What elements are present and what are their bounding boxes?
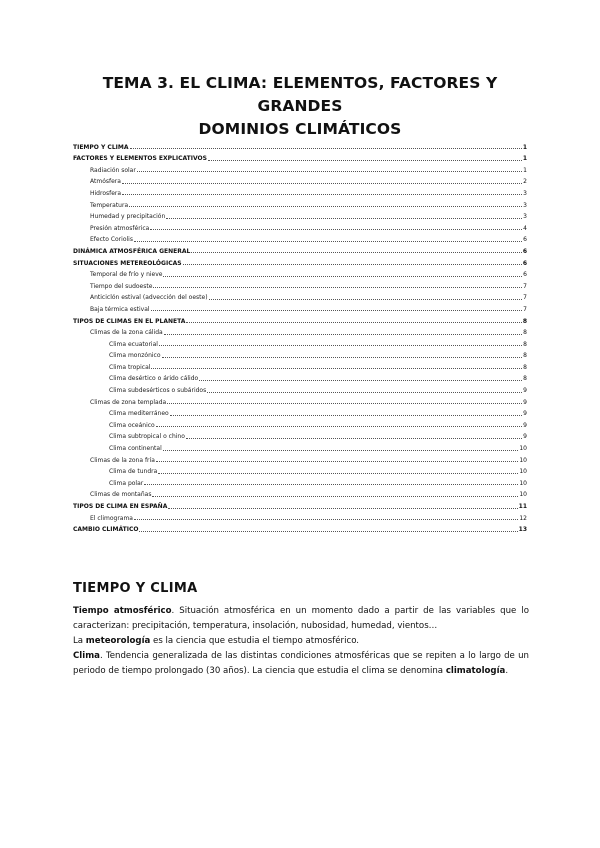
title-line-2: DOMINIOS CLIMÁTICOS — [198, 120, 402, 138]
toc-entry-page: 6 — [523, 271, 527, 279]
toc-entry-label: Presión atmosférica — [90, 224, 150, 232]
toc-entry-label: Hidrosfera — [90, 189, 122, 197]
toc-entry-label: Radiación solar — [90, 166, 136, 174]
toc-entry[interactable] — [73, 313, 527, 325]
toc-entry-label: Temperatura — [90, 201, 129, 209]
toc-leader-dots — [139, 531, 517, 532]
toc-entry-page: 10 — [519, 479, 527, 487]
toc-entry-label: El climograma — [90, 514, 133, 522]
toc-entry-page: 9 — [523, 387, 527, 395]
toc-entry-page: 8 — [523, 340, 527, 348]
toc-leader-dots — [122, 194, 522, 195]
toc-entry-page: 12 — [519, 514, 527, 522]
toc-entry-label: Clima de tundra — [109, 468, 158, 476]
toc-entry-page: 6 — [522, 259, 527, 267]
toc-entry-page: 10 — [519, 468, 527, 476]
toc-entry-label: Clima tropical — [109, 363, 151, 371]
toc-leader-dots — [186, 438, 522, 439]
text-fragment: La — [73, 636, 86, 646]
toc-entry-page: 3 — [523, 213, 527, 221]
toc-leader-dots — [163, 450, 519, 451]
toc-leader-dots — [158, 473, 518, 474]
toc-leader-dots — [122, 183, 522, 184]
toc-entry-page: 1 — [523, 166, 527, 174]
toc-entry[interactable] — [73, 174, 527, 186]
toc-entry[interactable] — [73, 301, 527, 313]
toc-entry[interactable] — [73, 197, 527, 209]
definition-text: . Tendencia generalizada de las distintas condiciones atmosféricas que se repiten a lo largo de un periodo de tiempo prolongado (30 años). La ciencia que estudia el clima se denomina — [73, 651, 529, 676]
toc-entry-page: 9 — [523, 410, 527, 418]
toc-entry[interactable] — [73, 290, 527, 302]
toc-entry-label: Tiempo del sudoeste — [90, 282, 153, 290]
toc-entry-page: 10 — [519, 445, 527, 453]
toc-entry[interactable] — [73, 267, 527, 279]
toc-entry-label: CAMBIO CLIMÁTICO — [73, 526, 139, 534]
toc-leader-dots — [164, 334, 522, 335]
toc-entry[interactable] — [73, 325, 527, 337]
toc-leader-dots — [152, 496, 518, 497]
term-clima: Clima — [73, 651, 100, 661]
toc-entry[interactable] — [73, 498, 527, 510]
toc-entry-page: 4 — [523, 224, 527, 232]
term-tiempo-atmosferico: Tiempo atmosférico — [73, 606, 172, 616]
toc-leader-dots — [183, 264, 522, 265]
toc-entry-label: DINÁMICA ATMOSFÉRICA GENERAL — [73, 247, 191, 255]
toc-entry-label: FACTORES Y ELEMENTOS EXPLICATIVOS — [73, 155, 207, 163]
toc-leader-dots — [186, 322, 521, 323]
toc-entry-page: 8 — [523, 363, 527, 371]
toc-entry-label: Clima subtropical o chino — [109, 433, 185, 441]
toc-leader-dots — [156, 426, 522, 427]
toc-entry[interactable] — [73, 522, 527, 534]
toc-leader-dots — [168, 508, 517, 509]
toc-entry-label: Anticiclón estival (advección del oeste) — [90, 294, 208, 302]
toc-entry-page: 3 — [523, 201, 527, 209]
toc-entry[interactable] — [73, 406, 527, 418]
toc-entry-page: 7 — [523, 305, 527, 313]
toc-leader-dots — [153, 287, 522, 288]
toc-entry-page: 9 — [523, 421, 527, 429]
toc-entry[interactable] — [73, 417, 527, 429]
table-of-contents — [73, 139, 527, 533]
toc-entry-label: Humedad y precipitación — [90, 213, 166, 221]
toc-entry-page: 8 — [523, 352, 527, 360]
toc-entry-page: 6 — [523, 236, 527, 244]
toc-entry-label: Clima mediterráneo — [109, 410, 169, 418]
toc-entry-page: 3 — [523, 189, 527, 197]
toc-entry-label: Efecto Coriolis — [90, 236, 133, 244]
toc-entry-page: 2 — [523, 178, 527, 186]
toc-leader-dots — [137, 171, 522, 172]
toc-leader-dots — [151, 310, 523, 311]
toc-entry-page: 10 — [519, 456, 527, 464]
paragraph-clima — [73, 649, 529, 679]
toc-leader-dots — [191, 252, 522, 253]
toc-entry-page: 10 — [519, 491, 527, 499]
document-title — [60, 72, 540, 141]
toc-leader-dots — [134, 241, 522, 242]
toc-entry[interactable] — [73, 429, 527, 441]
toc-entry-page: 6 — [522, 247, 527, 255]
toc-entry-label: TIEMPO Y CLIMA — [73, 143, 129, 151]
toc-entry-label: Climas de montañas — [90, 491, 152, 499]
text-fragment: . — [505, 666, 509, 676]
toc-entry-label: Baja térmica estival — [90, 305, 150, 313]
toc-entry-page: 9 — [523, 398, 527, 406]
paragraph-meteorologia — [73, 634, 529, 649]
toc-entry-label: Clima monzónico — [109, 352, 161, 360]
toc-leader-dots — [144, 484, 518, 485]
toc-entry[interactable] — [73, 440, 527, 452]
toc-entry[interactable] — [73, 371, 527, 383]
toc-entry[interactable] — [73, 475, 527, 487]
toc-leader-dots — [166, 218, 522, 219]
toc-entry[interactable] — [73, 220, 527, 232]
toc-leader-dots — [159, 345, 522, 346]
toc-leader-dots — [167, 403, 522, 404]
section-body — [73, 604, 529, 679]
toc-entry-label: Clima continental — [109, 445, 162, 453]
toc-leader-dots — [199, 380, 522, 381]
toc-entry-label: Climas de zona templada — [90, 398, 167, 406]
toc-leader-dots — [156, 461, 518, 462]
toc-entry-label: TIPOS DE CLIMAS EN EL PLANETA — [73, 317, 186, 325]
toc-entry[interactable] — [73, 162, 527, 174]
paragraph-tiempo-atmosferico — [73, 604, 529, 634]
toc-entry-label: Atmósfera — [90, 178, 121, 186]
toc-entry-label: TIPOS DE CLIMA EN ESPAÑA — [73, 503, 168, 510]
toc-leader-dots — [207, 392, 522, 393]
toc-leader-dots — [162, 357, 523, 358]
toc-entry-label: Clima oceánico — [109, 421, 155, 429]
toc-entry[interactable] — [73, 510, 527, 522]
toc-entry[interactable] — [73, 359, 527, 371]
toc-leader-dots — [209, 299, 523, 300]
toc-entry[interactable] — [73, 139, 527, 151]
toc-leader-dots — [130, 148, 522, 149]
toc-entry[interactable] — [73, 348, 527, 360]
toc-leader-dots — [163, 276, 522, 277]
toc-entry-label: SITUACIONES METEREOLÓGICAS — [73, 259, 182, 267]
toc-entry-page: 13 — [518, 526, 527, 534]
term-meteorologia: meteorología — [85, 636, 151, 646]
toc-entry[interactable] — [73, 243, 527, 255]
toc-entry[interactable] — [73, 382, 527, 394]
toc-entry[interactable] — [73, 487, 527, 499]
toc-entry-label: Climas de la zona cálida — [90, 329, 163, 337]
toc-entry-label: Clima polar — [109, 479, 144, 487]
toc-leader-dots — [150, 229, 522, 230]
toc-entry[interactable] — [73, 464, 527, 476]
toc-entry-page: 1 — [522, 155, 527, 163]
toc-entry[interactable] — [73, 209, 527, 221]
toc-entry[interactable] — [73, 255, 527, 267]
toc-entry-page: 8 — [523, 329, 527, 337]
toc-entry[interactable] — [73, 394, 527, 406]
toc-entry-label: Climas de la zona fría — [90, 456, 155, 464]
toc-entry[interactable] — [73, 452, 527, 464]
toc-entry-page: 1 — [522, 143, 527, 151]
toc-entry-page: 11 — [518, 503, 527, 510]
toc-entry[interactable] — [73, 151, 527, 163]
term-climatologia: climatología — [445, 666, 506, 676]
toc-entry-page: 8 — [523, 375, 527, 383]
toc-entry[interactable] — [73, 278, 527, 290]
toc-entry-page: 9 — [523, 433, 527, 441]
definition-text: es la ciencia que estudia el tiempo atmosférico. — [150, 636, 360, 646]
toc-leader-dots — [151, 368, 522, 369]
section-heading: TIEMPO Y CLIMA — [73, 581, 198, 596]
toc-entry-page: 7 — [523, 294, 527, 302]
title-line-1: TEMA 3. EL CLIMA: ELEMENTOS, FACTORES Y GRANDES — [102, 74, 498, 115]
toc-leader-dots — [208, 160, 522, 161]
toc-entry-label: Temporal de frío y nieve — [90, 271, 163, 279]
toc-leader-dots — [134, 519, 518, 520]
definition-text: . Situación atmosférica en un momento dado a partir de las variables que lo caracterizan: precipitación, temperatura, insolación, nubosidad, humedad, vientos… — [73, 606, 529, 631]
toc-entry[interactable] — [73, 232, 527, 244]
toc-entry-label: Clima subdesérticos o subáridos — [109, 387, 207, 395]
toc-entry-label: Clima ecuatorial — [109, 340, 158, 348]
toc-entry-label: Clima desértico o árido cálido — [109, 375, 199, 383]
toc-leader-dots — [129, 206, 522, 207]
toc-entry[interactable] — [73, 185, 527, 197]
toc-entry[interactable] — [73, 336, 527, 348]
toc-entry-page: 7 — [523, 282, 527, 290]
toc-entry-page: 8 — [522, 317, 527, 325]
toc-leader-dots — [170, 415, 522, 416]
